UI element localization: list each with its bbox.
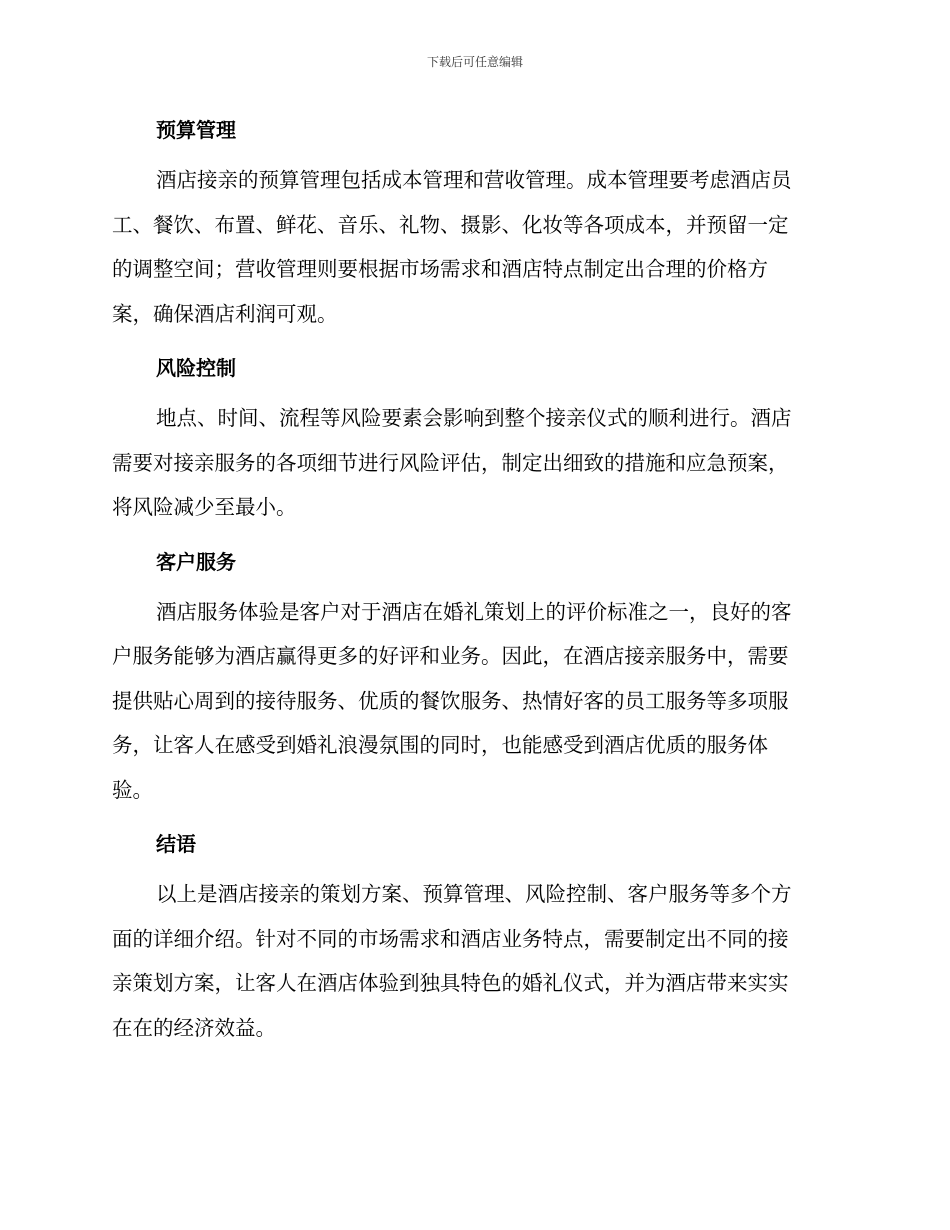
paragraph-line: 户服务能够为酒店赢得更多的好评和业务。因此，在酒店接亲服务中，需要	[112, 644, 789, 668]
paragraph-line: 以上是酒店接亲的策划方案、预算管理、风险控制、客户服务等多个方	[156, 882, 792, 906]
paragraph-line: 酒店接亲的预算管理包括成本管理和营收管理。成本管理要考虑酒店员	[156, 168, 792, 192]
document-body	[112, 108, 832, 1060]
paragraph-line: 工、餐饮、布置、鲜花、音乐、礼物、摄影、化妆等各项成本，并预留一定	[112, 212, 789, 237]
section-heading-risk: 风险控制	[156, 356, 236, 380]
section-heading-budget: 预算管理	[156, 118, 236, 142]
paragraph-budget	[112, 158, 832, 336]
paragraph-line: 的调整空间；营收管理则要根据市场需求和酒店特点制定出合理的价格方	[112, 257, 768, 281]
paragraph-line: 将风险减少至最小。	[112, 495, 297, 519]
paragraph-line: 验。	[112, 777, 153, 802]
paragraph-line: 需要对接亲服务的各项细节进行风险评估，制定出细致的措施和应急预案，	[112, 450, 789, 475]
paragraph-line: 面的详细介绍。针对不同的市场需求和酒店业务特点，需要制定出不同的接	[112, 926, 789, 951]
section-heading-service: 客户服务	[156, 549, 236, 574]
paragraph-line: 亲策划方案，让客人在酒店体验到独具特色的婚礼仪式，并为酒店带来实实	[112, 971, 789, 995]
paragraph-conclusion	[112, 872, 832, 1050]
paragraph-line: 在在的经济效益。	[112, 1015, 276, 1040]
paragraph-line: 酒店服务体验是客户对于酒店在婚礼策划上的评价标准之一，良好的客	[156, 599, 792, 624]
page-header: 下载后可任意编辑	[426, 55, 523, 69]
paragraph-line: 地点、时间、流程等风险要素会影响到整个接亲仪式的顺利进行。酒店	[156, 406, 792, 430]
section-heading-conclusion: 结语	[156, 832, 196, 856]
paragraph-line: 提供贴心周到的接待服务、优质的餐饮服务、热情好客的员工服务等多项服	[112, 688, 789, 713]
paragraph-line: 案，确保酒店利润可观。	[112, 301, 338, 326]
paragraph-line: 务，让客人在感受到婚礼浪漫氛围的同时，也能感受到酒店优质的服务体	[112, 733, 768, 757]
paragraph-service	[112, 590, 832, 813]
paragraph-risk	[112, 396, 832, 530]
